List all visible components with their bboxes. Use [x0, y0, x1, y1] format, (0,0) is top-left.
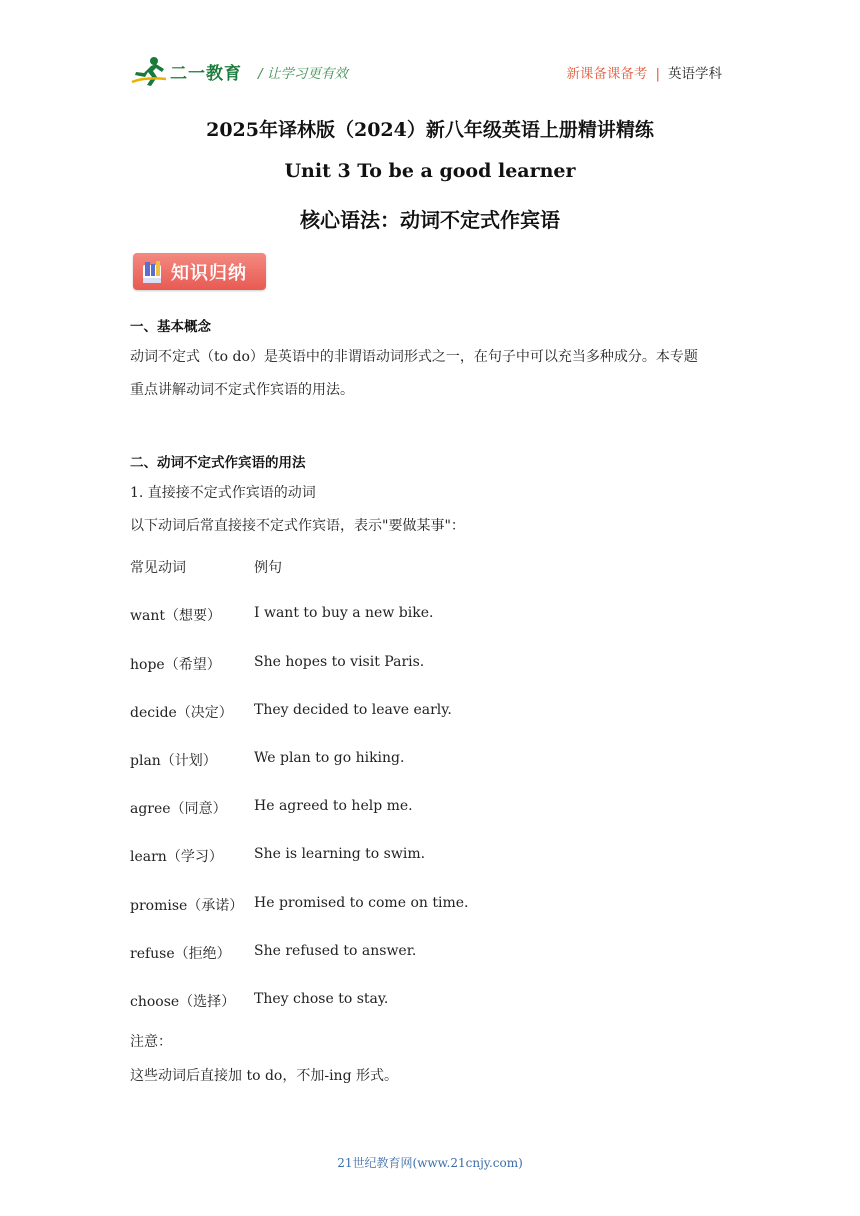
intro-text: 以下动词后常直接接不定式作宾语，表示"要做某事"： [130, 518, 465, 534]
knowledge-badge [133, 253, 266, 290]
table-cell-example: They chose to stay. [254, 991, 389, 1007]
table-cell-verb: want（想要） [130, 608, 221, 624]
table-cell-verb: promise（承诺） [130, 898, 244, 914]
section-heading-usage: 二、动词不定式作宾语的用法 [130, 455, 306, 471]
table-cell-verb: refuse（拒绝） [130, 946, 231, 962]
header-separator: | [655, 66, 660, 82]
table-cell-example: He promised to come on time. [254, 895, 469, 911]
note-text: 这些动词后直接加 to do，不加-ing 形式。 [130, 1068, 398, 1084]
section-heading-basic: 一、基本概念 [130, 319, 211, 335]
note-label: 注意： [130, 1034, 172, 1050]
unit-title: Unit 3 To be a good learner [284, 160, 576, 182]
table-cell-verb: decide（决定） [130, 705, 233, 721]
logo-text: 二一教育 [170, 63, 242, 84]
page-footer: 21世纪教育网(www.21cnjy.com) [337, 1156, 523, 1170]
table-cell-example: She hopes to visit Paris. [254, 654, 425, 670]
table-cell-verb: plan（计划） [130, 753, 217, 769]
table-header-example: 例句 [254, 560, 282, 576]
table-cell-example: I want to buy a new bike. [254, 605, 434, 621]
header-right [566, 62, 722, 82]
header-tag-primary: 新课备课备考 [566, 66, 648, 82]
header-slogan: / 让学习更有效 [258, 66, 348, 82]
table-cell-verb: hope（希望） [130, 657, 221, 673]
page-header [130, 55, 730, 91]
paragraph-line: 动词不定式（to do）是英语中的非谓语动词形式之一，在句子中可以充当多种成分。本专题 [130, 349, 698, 365]
table-header-verb: 常见动词 [130, 560, 186, 576]
runner-logo-icon [130, 55, 168, 87]
book-icon [141, 259, 163, 285]
paragraph-line: 重点讲解动词不定式作宾语的用法。 [130, 382, 354, 398]
table-cell-example: He agreed to help me. [254, 798, 413, 814]
subheading: 1. 直接接不定式作宾语的动词 [130, 485, 316, 501]
badge-label: 知识归纳 [171, 262, 247, 284]
table-cell-verb: agree（同意） [130, 801, 227, 817]
table-cell-example: We plan to go hiking. [254, 750, 405, 766]
table-cell-example: She refused to answer. [254, 943, 417, 959]
doc-title: 2025年译林版（2024）新八年级英语上册精讲精练 [206, 119, 654, 141]
table-cell-example: She is learning to swim. [254, 846, 426, 862]
logo [130, 55, 242, 87]
table-cell-example: They decided to leave early. [254, 702, 452, 718]
header-tag-subject: 英语学科 [668, 66, 722, 82]
table-cell-verb: choose（选择） [130, 994, 236, 1010]
table-cell-verb: learn（学习） [130, 849, 223, 865]
topic-title: 核心语法：动词不定式作宾语 [300, 208, 560, 232]
